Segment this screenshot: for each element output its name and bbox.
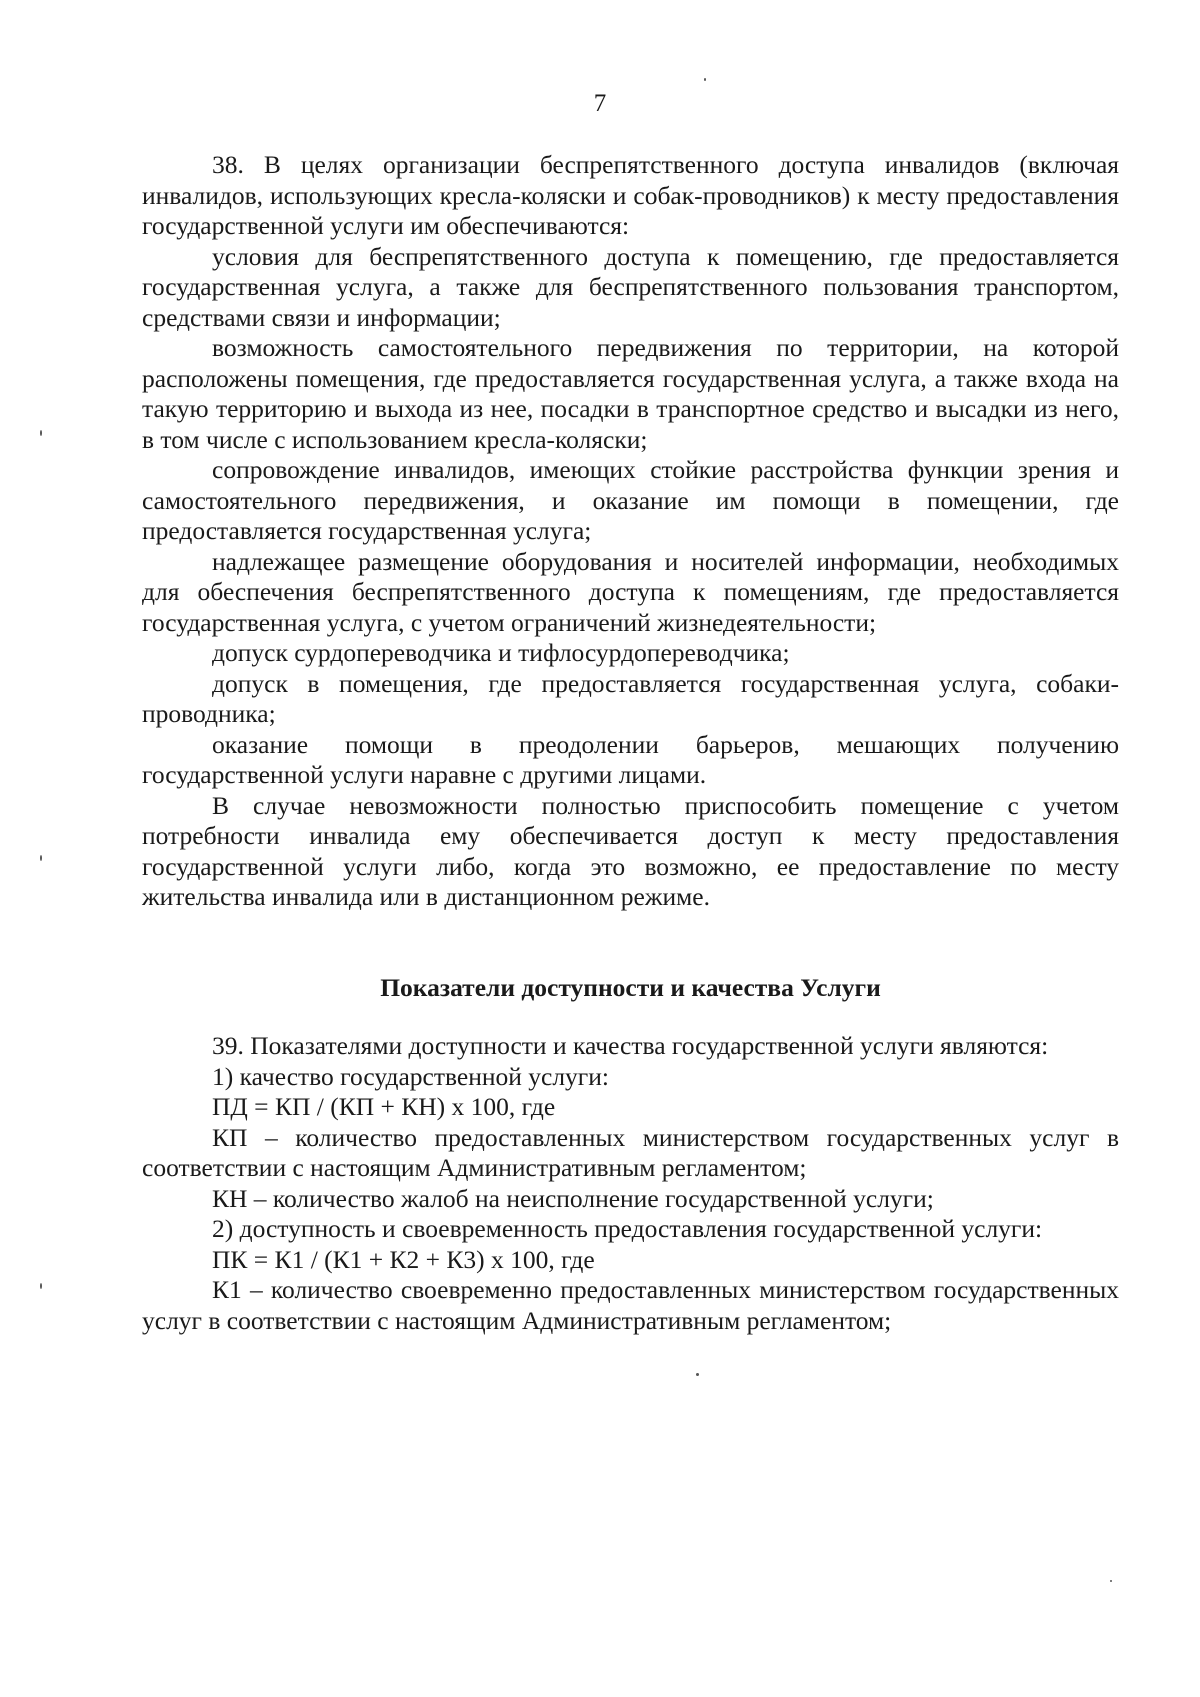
paragraph: 1) качество государственной услуги: xyxy=(212,1061,609,1091)
page-number: 7 xyxy=(593,90,607,117)
paragraph: допуск в помещения, где предоставляется государственная услуга, собаки-проводника; xyxy=(142,668,1119,728)
paragraph: В случае невозможности полностью приспособить помещение с учетом потребности инвалида ему обеспечивается доступ к месту предоставления государственной услуги либо, когда это возможно, ее предоставление по месту жительства инвалида или в дистанционном режиме. xyxy=(142,790,1119,911)
paragraph: надлежащее размещение оборудования и носителей информации, необходимых для обеспечения беспрепятственного доступа к помещениям, где предоставляется государственная услуга, с учетом ограничений жизнедеятельности; xyxy=(142,546,1119,637)
paragraph: возможность самостоятельного передвижения по территории, на которой расположены помещения, где предоставляется государственная услуга, а также входа на такую территорию и выхода из нее, посадки в транспортное средство и высадки из него, в том числе с использованием кресла-коляски; xyxy=(142,333,1119,454)
paragraph-group-accessibility xyxy=(142,150,1119,913)
formula: ПД = КП / (КП + КН) х 100, где xyxy=(212,1092,556,1121)
paragraph: К1 – количество своевременно предоставленных министерством государственных услуг в соответствии с настоящим Административным регламентом; xyxy=(142,1275,1119,1335)
section-title: Показатели доступности и качества Услуги xyxy=(380,972,881,1002)
scan-speck xyxy=(696,1373,699,1376)
scan-speck xyxy=(40,1283,42,1289)
scan-speck xyxy=(40,855,42,861)
paragraph: КН – количество жалоб на неисполнение государственной услуги; xyxy=(212,1183,934,1213)
paragraph: 2) доступность и своевременность предоставления государственной услуги: xyxy=(212,1214,1043,1243)
paragraph: условия для беспрепятственного доступа к помещению, где предоставляется государственная услуга, а также для беспрепятственного пользования транспортом, средствами связи и информации; xyxy=(142,241,1119,332)
formula: ПК = К1 / (К1 + К2 + К3) х 100, где xyxy=(212,1244,595,1274)
paragraph: оказание помощи в преодолении барьеров, мешающих получению государственной услуги наравне с другими лицами. xyxy=(142,729,1119,789)
scan-speck xyxy=(40,430,42,436)
paragraph-group-indicators xyxy=(142,1031,1119,1336)
scan-speck xyxy=(1110,1580,1112,1582)
paragraph: сопровождение инвалидов, имеющих стойкие расстройства функции зрения и самостоятельного передвижения, и оказание им помощи в помещении, где предоставляется государственная услуга; xyxy=(142,455,1119,545)
document-body xyxy=(142,150,1119,1336)
paragraph: допуск сурдопереводчика и тифлосурдопереводчика; xyxy=(212,638,790,667)
paragraph: 39. Показателями доступности и качества государственной услуги являются: xyxy=(212,1031,1049,1060)
paragraph: 38. В целях организации беспрепятственного доступа инвалидов (включая инвалидов, использующих кресла-коляски и собак-проводников) к месту предоставления государственной услуги им обеспечиваются: xyxy=(142,150,1119,240)
scan-speck xyxy=(704,78,706,81)
paragraph: КП – количество предоставленных министерством государственных услуг в соответствии с настоящим Административным регламентом; xyxy=(142,1122,1119,1182)
